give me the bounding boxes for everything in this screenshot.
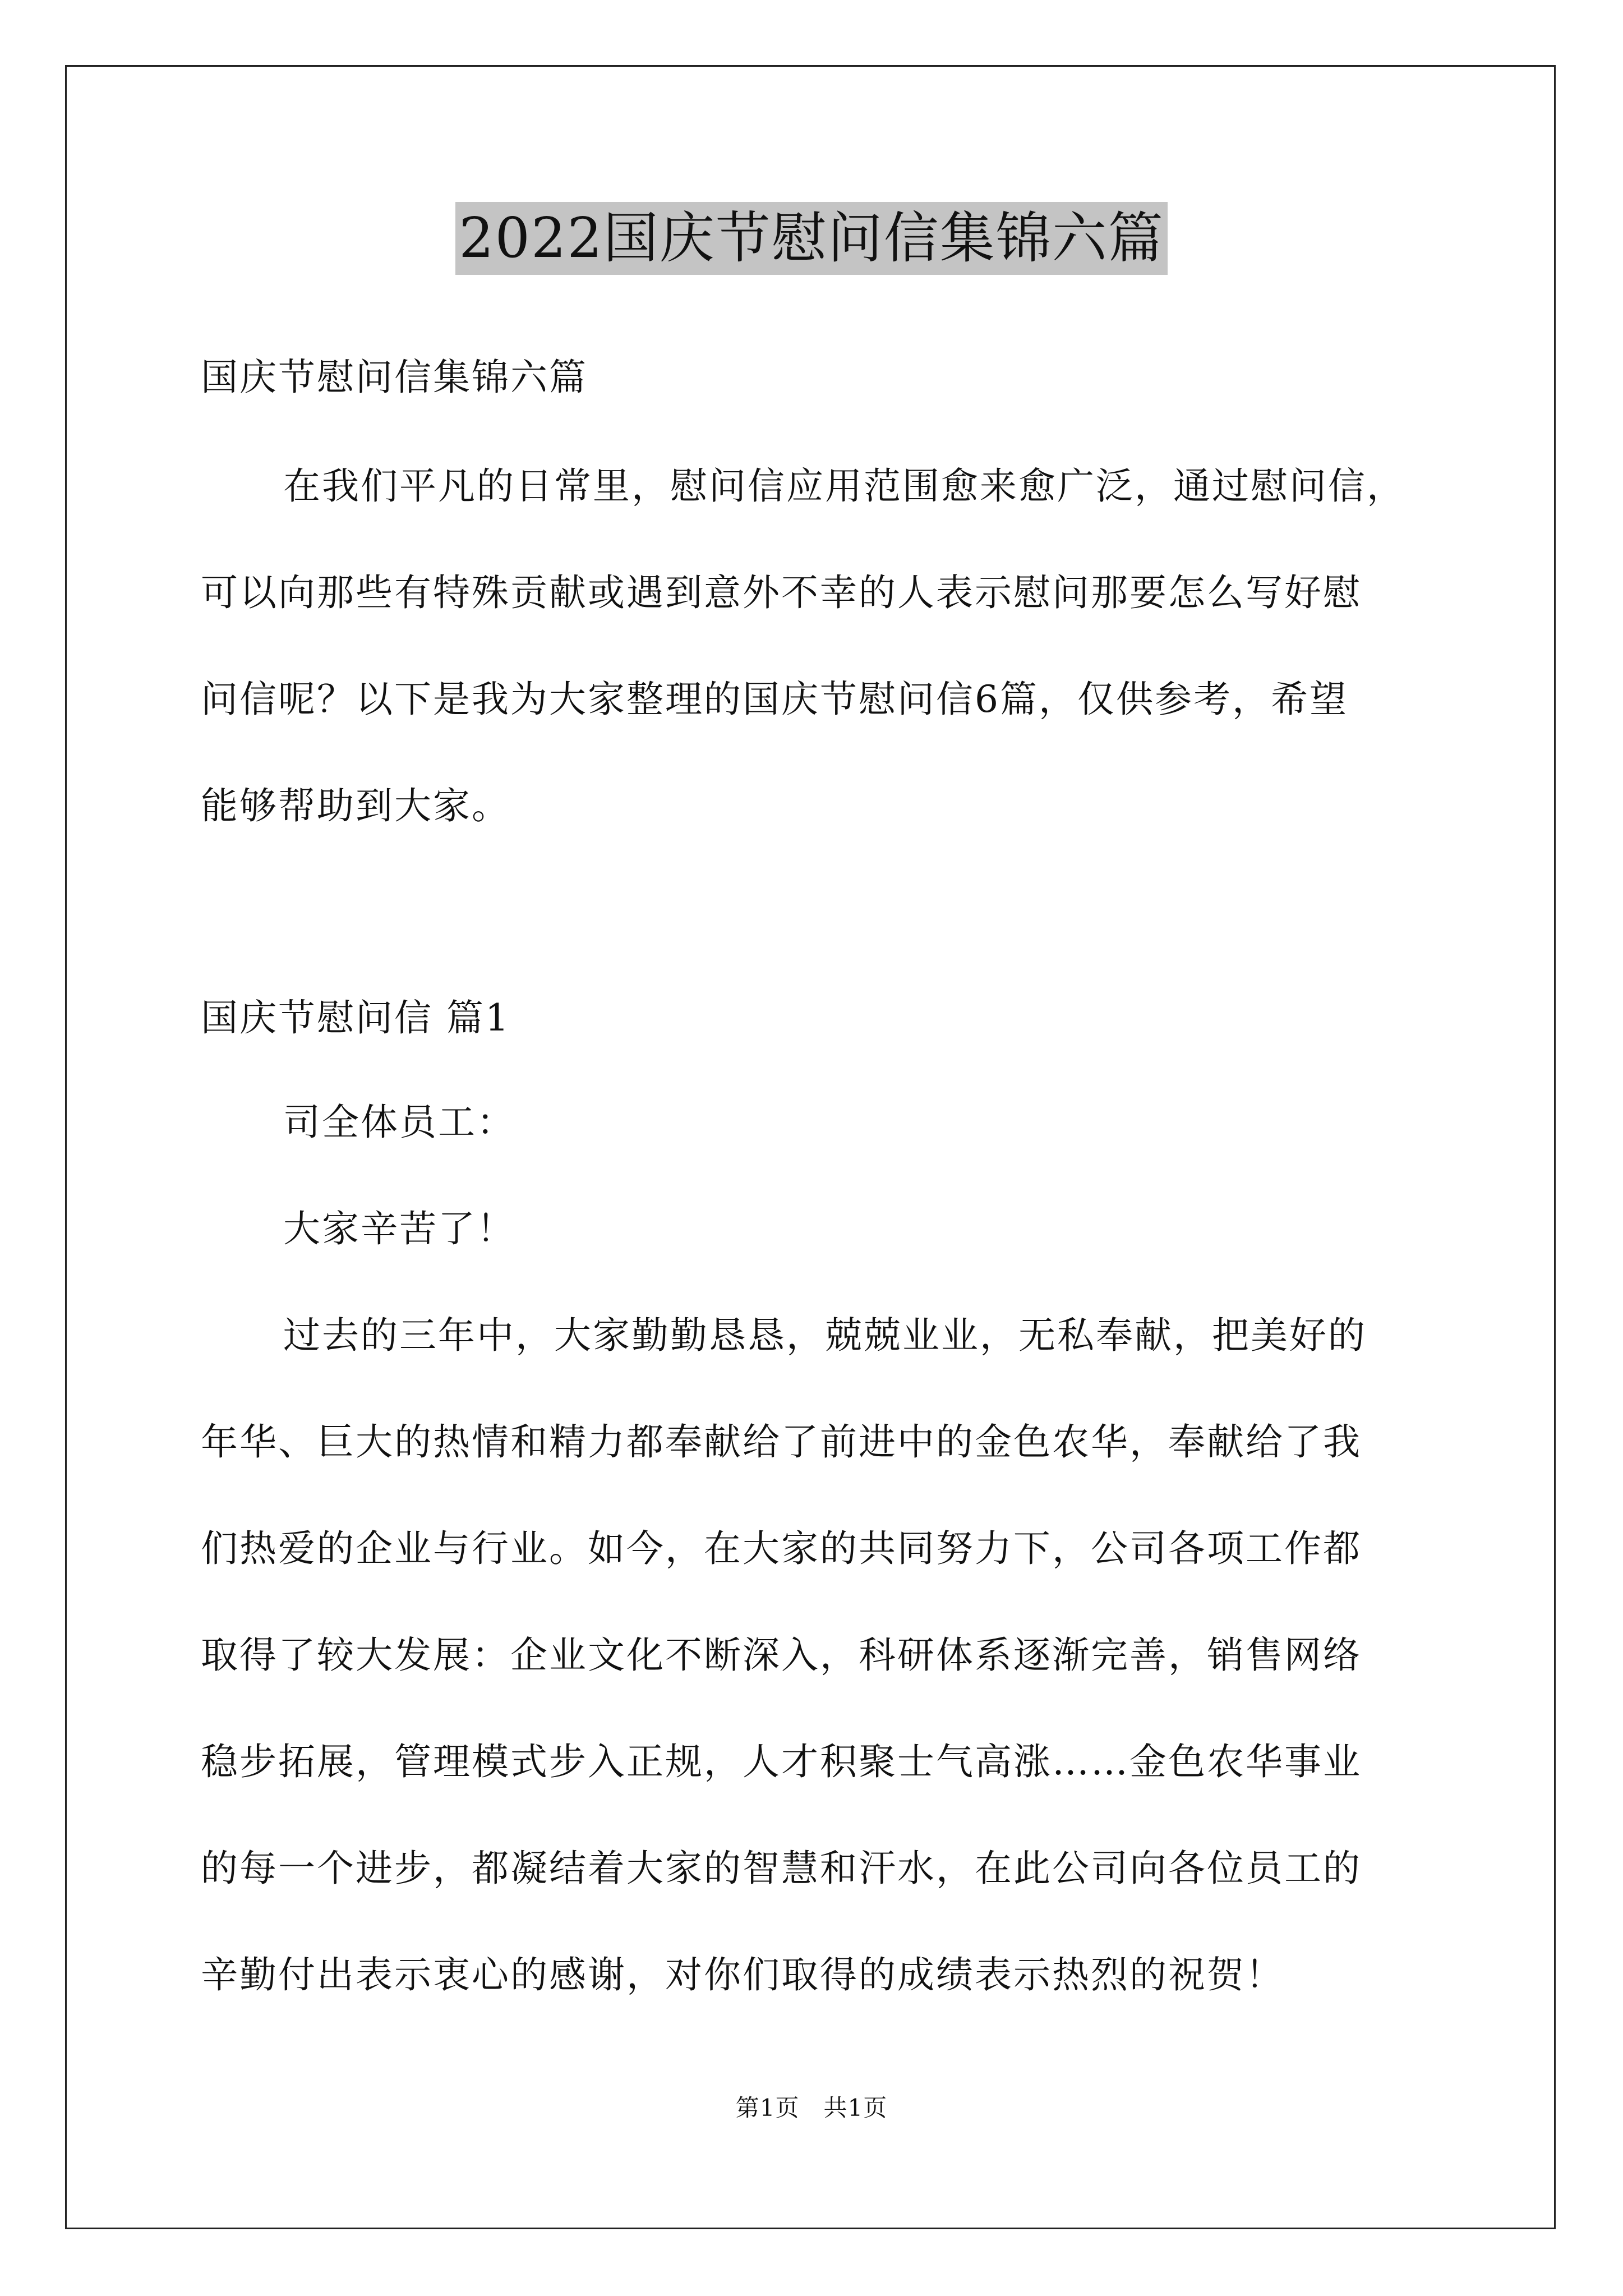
letter-salutation: 司全体员工： [283,1101,515,1144]
body-line: 稳步拓展，管理模式步入正规，人才积聚士气高涨……金色农华事业 [201,1740,1362,1783]
intro-line: 问信呢？以下是我为大家整理的国庆节慰问信6篇，仅供参考，希望 [201,678,1348,721]
intro-line: 在我们平凡的日常里，慰问信应用范围愈来愈广泛，通过慰问信， [283,464,1405,508]
body-line: 取得了较大发展：企业文化不断深入，科研体系逐渐完善，销售网络 [201,1634,1362,1677]
document-title: 2022国庆节慰问信集锦六篇 [455,202,1167,275]
body-line: 的每一个进步，都凝结着大家的智慧和汗水，在此公司向各位员工的 [201,1847,1362,1890]
body-line: 年华、巨大的热情和精力都奉献给了前进中的金色农华，奉献给了我 [201,1420,1362,1464]
document-subtitle: 国庆节慰问信集锦六篇 [201,356,588,399]
body-line: 过去的三年中，大家勤勤恳恳，兢兢业业，无私奉献，把美好的 [283,1314,1367,1357]
page-number-footer: 第1页 共1页 [735,2094,888,2122]
letter-greeting: 大家辛苦了！ [283,1207,515,1250]
body-line: 们热爱的企业与行业。如今，在大家的共同努力下，公司各项工作都 [201,1527,1362,1570]
document-title-wrapper [0,202,1623,275]
intro-line: 可以向那些有特殊贡献或遇到意外不幸的人表示慰问那要怎么写好慰 [201,571,1362,614]
body-line: 辛勤付出表示衷心的感谢，对你们取得的成绩表示热烈的祝贺！ [201,1953,1284,1996]
section-heading: 国庆节慰问信 篇1 [201,996,510,1039]
intro-line: 能够帮助到大家。 [201,784,510,827]
